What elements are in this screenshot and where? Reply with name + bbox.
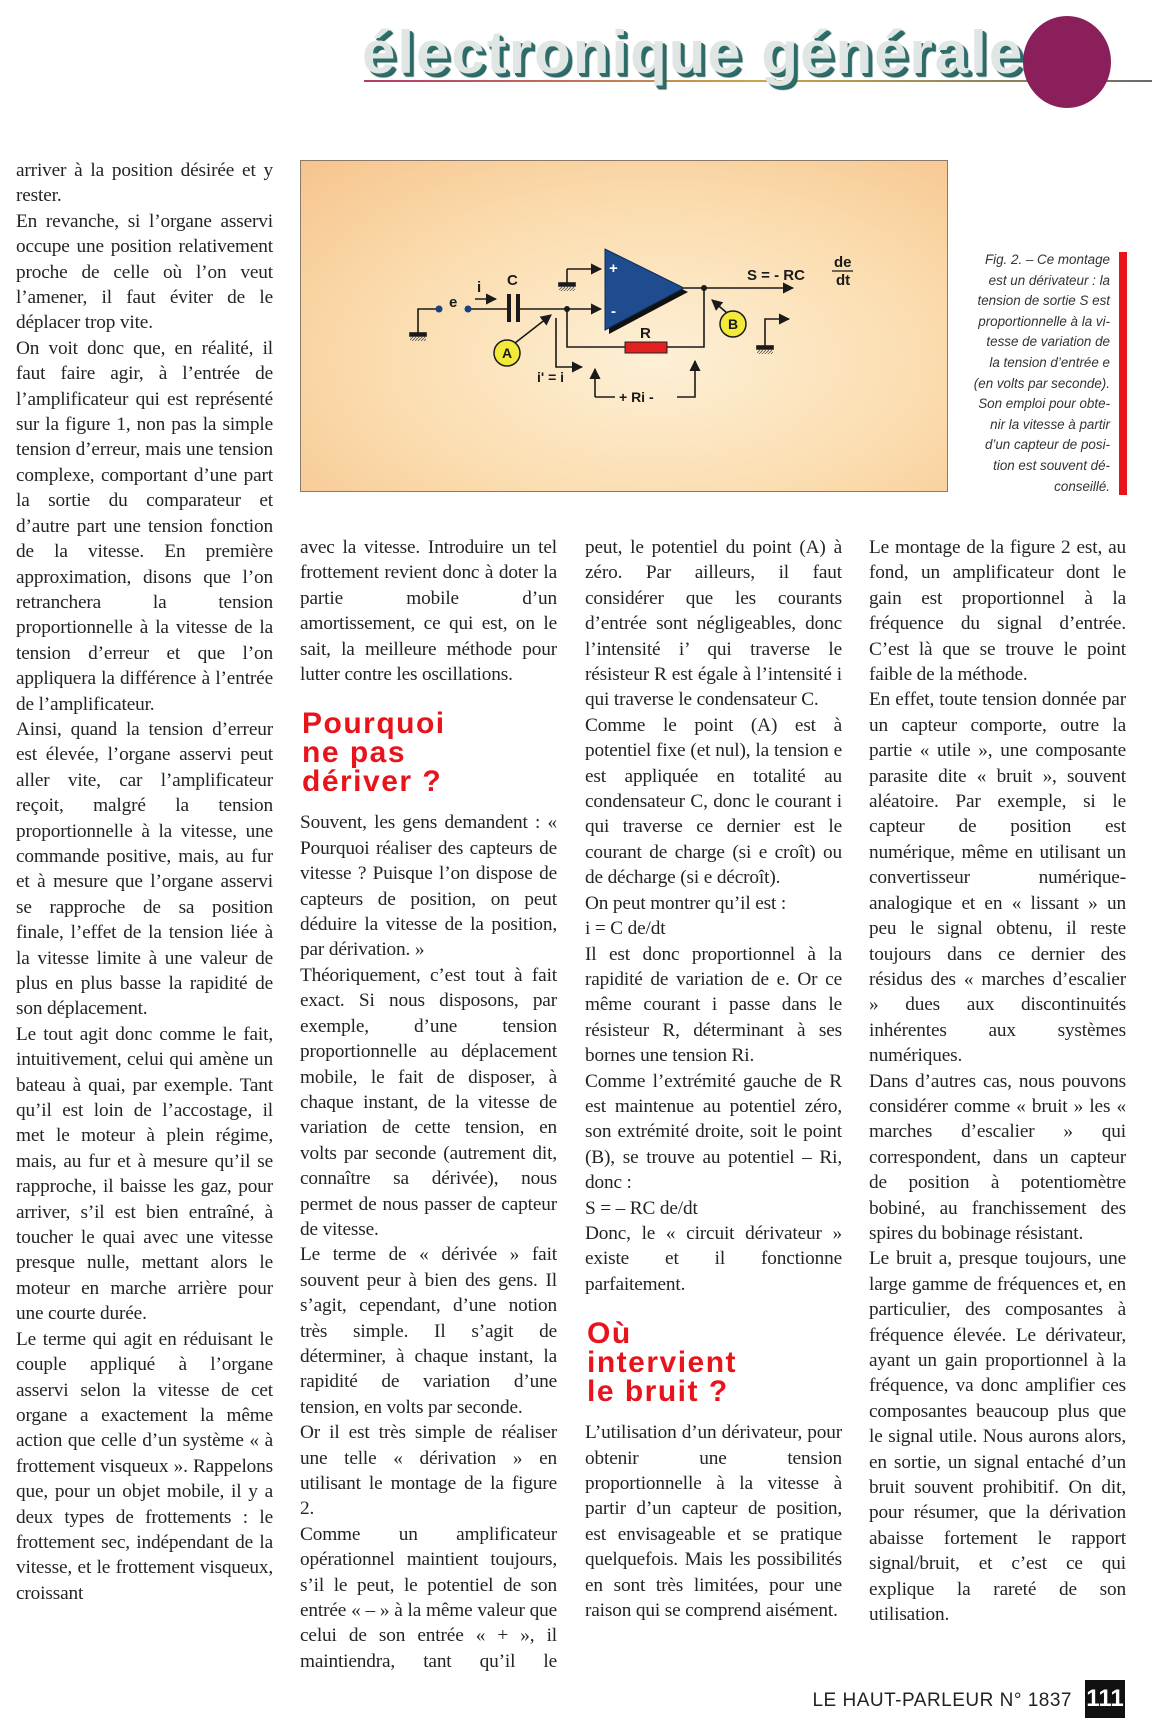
paragraph: L’utilisation d’un dérivateur, pour obtenir une tension proportionnelle à la vitesse à partir d’un capteur de position, est envisageable et se pratique quelquefois. Mais les possibilités en sont très limitées, pour une raison qui se comprend aisément. <box>585 1422 842 1622</box>
paragraph: En revanche, si l’organe asservi occupe une position relativement proche de celle où l’on veut l’amener, il faut éviter de le déplacer trop vite. <box>16 210 273 334</box>
paragraph: Le montage de la figure 2 est, au fond, un amplificateur dont le gain est proportionnel à la fréquence du signal d’entrée. C’est là que se trouve le point faible de la méthode. <box>869 537 1126 686</box>
input-terminal-2 <box>465 306 472 313</box>
paragraph: Le terme de « dérivée » fait souvent peur à bien des gens. Il s’agit, cependant, d’une notion très simple. Il s’agit de déterminer, à chaque instant, la rapidité de variation d’une tension, en volts par seconde. <box>300 1244 557 1418</box>
label-b: B <box>728 316 739 332</box>
column-3 <box>585 535 842 1623</box>
label-de: de <box>834 254 852 271</box>
section-title: électronique générale <box>362 19 1025 86</box>
caption-line: tion est souvent dé- <box>993 457 1110 473</box>
label-r: R <box>640 325 651 342</box>
paragraph: arriver à la position désirée et y rester. <box>16 160 273 207</box>
page-number: 111 <box>1085 1680 1125 1718</box>
column-1 <box>16 158 273 1606</box>
paragraph: S = – RC de/dt <box>585 1197 698 1219</box>
node-b <box>701 285 707 291</box>
section-heading-line: Où <box>587 1317 632 1351</box>
section-heading <box>587 1317 842 1409</box>
paragraph: Donc, le « circuit dérivateur » existe et il fonctionne parfaitement. <box>585 1222 842 1295</box>
input-terminal-1 <box>436 306 443 313</box>
caption-line: est un dérivateur : la <box>988 272 1110 288</box>
label-a: A <box>502 345 513 361</box>
caption-line: Fig. 2. – Ce montage <box>984 252 1110 267</box>
label-plus: + <box>609 260 618 277</box>
paragraph: On peut montrer qu’il est : <box>585 892 787 914</box>
paragraph: Souvent, les gens demandent : « Pourquoi réaliser des capteurs de vitesse ? Puisque l’on dispose de capteurs de position, on peut déduire la vitesse de la position, par dérivation. » <box>300 812 557 961</box>
paragraph: Le terme qui agit en réduisant le couple appliqué à l’organe asservi selon la vitesse de cet organe a exactement la même action que celle d’un système « à frottement visqueux ». Rappelons que, pour un objet mobile, il y a deux types de frottements : le frottement sec, indépendant de la vitesse, et le frottement visqueux, croissant <box>16 1328 273 1604</box>
section-heading-line: le bruit ? <box>587 1375 729 1409</box>
ground-symbol-input <box>410 309 439 341</box>
caption-accent-bar <box>1119 252 1127 495</box>
node-a <box>564 306 570 312</box>
label-ri: + Ri - <box>619 389 654 405</box>
label-e: e <box>449 294 458 311</box>
paragraph: Le bruit a, presque toujours, une large gamme de fréquences et, en particulier, des composantes à fréquence élevée. Le dérivateur, ayant un gain proportionnel à la fréquence, va donc amplifier ces composantes beaucoup plus que le signal utile. Nous aurons alors, en sortie, un signal entaché d’un bruit souvent prohibitif. On dit, pour résumer, que la dérivation abaisse fortement le rapport signal/bruit, et c’est ce qui explique la rareté de son utilisation. <box>869 1248 1126 1626</box>
label-s-equation: S = - RC <box>747 267 805 284</box>
paragraph: Il est donc proportionnel à la rapidité de variation de e. Or ce même courant i passe dans le résisteur R, déterminant à ses bornes une tension Ri. <box>585 943 842 1067</box>
label-dt: dt <box>836 272 851 289</box>
paragraph: Dans d’autres cas, nous pouvons considérer comme « bruit » les « marches d’escalier » qui correspondent, dans un capteur de position à potentiomètre bobiné, au franchissement des spires du bobinage résistant. <box>869 1070 1126 1244</box>
caption-line: (en volts par seconde). <box>973 375 1110 391</box>
figure-2-differentiator-circuit <box>300 160 948 492</box>
label-c: C <box>507 272 518 289</box>
paragraph: i = C de/dt <box>585 918 666 940</box>
section-circle-decoration <box>1023 16 1111 108</box>
caption-line: Son emploi pour obte- <box>978 396 1110 412</box>
caption-line: tesse de variation de <box>986 334 1110 350</box>
caption-line: d’un capteur de posi- <box>984 437 1110 453</box>
paragraph: Comme un amplificateur opérationnel maintient toujours, s’il le peut, le potentiel de son entrée « – » à la même valeur que celui de son entrée « + », il maintiendra, tant qu’il le <box>300 1523 557 1672</box>
section-heading-line: ne pas <box>302 736 407 770</box>
paragraph: On voit donc que, en réalité, il faut faire agir, à l’entrée de l’amplificateur qui est représenté sur la figure 1, non pas la simple tension d’erreur, mais une tension complexe, comportant d’une part la sortie du comparateur et d’autre part une tension fonction de la vitesse. En première approximation, disons que l’on retranchera la tension proportionnelle à la vitesse de la tension d’erreur et que l’on appliquera la différence à l’entrée de l’amplificateur. <box>16 337 273 715</box>
paragraph: Le tout agit donc comme le fait, intuitivement, celui qui amène un bateau à quai, par exemple. Tant qu’il est loin de l’accostage, il met le moteur à plein régime, mais, au fur et à mesure qu’il se rapproche, il baisse les gaz, pour arriver, s’il est bien entraîné, à toucher le quai avec une vitesse presque nulle, mettant alors le moteur en marche arrière pour une courte durée. <box>16 1023 273 1325</box>
caption-line: conseillé. <box>1054 478 1110 494</box>
paragraph: En effet, toute tension donnée par un capteur comporte, outre la partie « utile », une composante parasite dite « bruit », souvent aléatoire. Par exemple, si le capteur de position est numérique, même en utilisant un convertisseur numérique-analogique et en « lissant » un peu le signal obtenu, il reste toujours dans ce dernier des résidus des « marches d’escalier » dues aux discontinuités inhérentes aux systèmes numériques. <box>869 689 1126 1067</box>
footer-publication: LE HAUT-PARLEUR N° 1837 <box>812 1690 1072 1711</box>
caption-line: proportionnelle à la vi- <box>978 313 1110 329</box>
paragraph: Ainsi, quand la tension d’erreur est élevée, l’organe asservi peut aller vite, car l’amplificateur reçoit, malgré la tension proportionnelle à la vitesse, une commande positive, mais, au fur et à mesure que l’organe asservi se rapproche de sa position finale, l’effet de la tension liée à la vitesse limite à une valeur de plus en plus basse la rapidité de son déplacement. <box>16 718 273 1020</box>
column-2 <box>300 535 557 1674</box>
caption-line: la tension d’entrée e <box>989 354 1110 370</box>
paragraph: Théoriquement, c’est tout à fait exact. Si nous disposons, par exemple, d’une tension proportionnelle au déplacement mobile, le fait de disposer, à chaque instant, de la vitesse de variation de cette tension, en volts par seconde (autrement dit, connaître sa dérivée), nous permet de nous passer de capteur de vitesse. <box>300 964 557 1240</box>
section-heading-line: intervient <box>587 1346 738 1380</box>
paragraph: Comme l’extrémité gauche de R est maintenue au potentiel zéro, son extrémité droite, soit le point (B), se trouve au potentiel – Ri, donc : <box>585 1070 842 1194</box>
circuit-diagram <box>301 161 949 493</box>
paragraph: Comme le point (A) est à potentiel fixe (et nul), la tension e est appliquée en totalité au condensateur C, donc le courant i qui traverse ce dernier est le courant de charge (si e croît) ou de décharge (si e décroît). <box>585 714 842 889</box>
capacitor-c <box>509 294 518 322</box>
figure-caption <box>960 250 1110 497</box>
section-heading <box>302 707 557 799</box>
label-minus: - <box>611 303 616 320</box>
column-4 <box>869 535 1126 1627</box>
paragraph: Or il est très simple de réaliser une telle « dérivation » en utilisant le montage de la figure 2. <box>300 1422 557 1520</box>
caption-line: nir la vitesse à partir <box>990 416 1110 432</box>
section-heading-line: dériver ? <box>302 765 443 799</box>
paragraph: peut, le potentiel du point (A) à zéro. Par ailleurs, il faut considérer que les courants d’entrée sont négligeables, donc l’intensité i’ qui traverse le résisteur R est égale à l’intensité i qui traverse le condensateur C. <box>585 537 842 711</box>
paragraph: avec la vitesse. Introduire un tel frottement revient donc à doter la partie mobile d’un amortissement, ce qui est, on le sait, la meilleure méthode pour lutter contre les oscillations. <box>300 537 557 686</box>
caption-line: tension de sortie S est <box>977 293 1110 309</box>
resistor-r <box>625 342 667 353</box>
label-i-prime: i' = i <box>537 369 565 385</box>
label-i: i <box>477 279 482 296</box>
section-heading-line: Pourquoi <box>302 707 446 741</box>
